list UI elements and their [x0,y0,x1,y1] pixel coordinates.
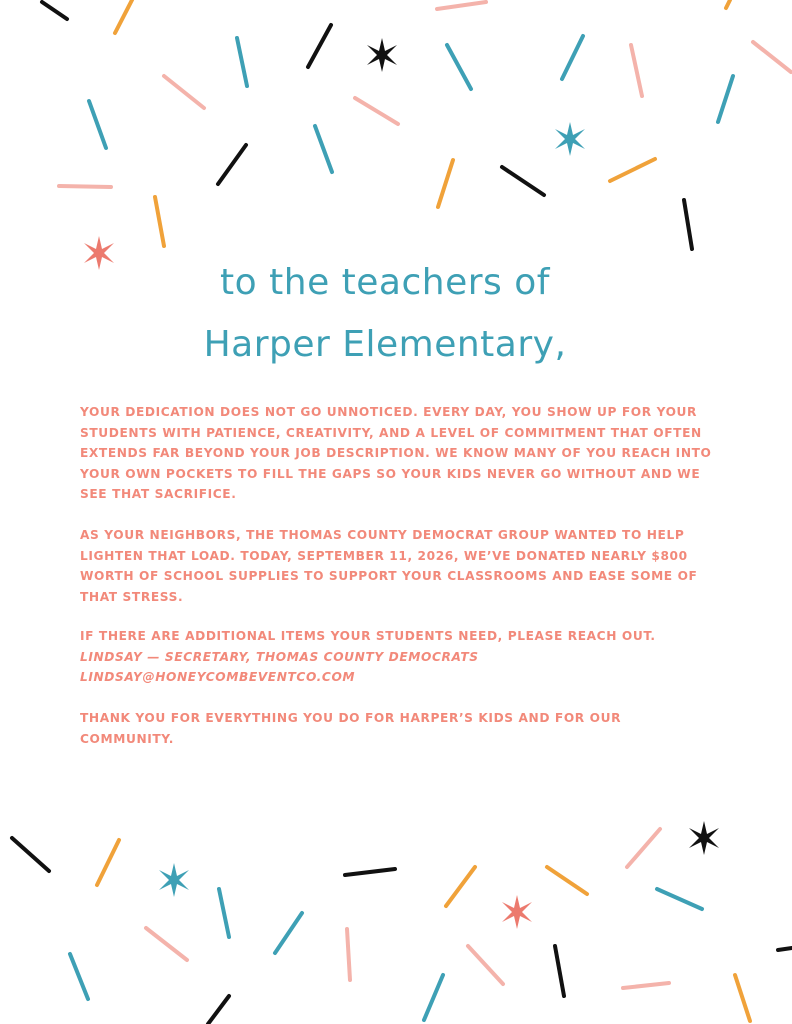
confetti-dash [684,200,692,249]
confetti-dash [562,36,583,79]
confetti-dash [555,946,564,996]
confetti-dash [97,840,119,885]
confetti-dash [502,167,544,195]
confetti-dash [735,975,750,1021]
confetti-dash [355,98,398,124]
letter-paragraph-1: YOUR DEDICATION DOES NOT GO UNNOTICED. EVERY DAY, YOU SHOW UP FOR YOUR STUDENTS WITH PATIENCE, CREATIVITY, AND A LEVEL OF COMMITMENT THAT OFTEN EXTENDS FAR BEYOND YOUR JOB DESCRIPTION. WE KNOW MANY OF YOU REACH INTO YOUR OWN POCKETS TO FILL THE GAPS SO YOUR KIDS NEVER GO WITHOUT AND WE SEE THAT SACRIFICE. [80,405,712,501]
confetti-dash [12,838,49,871]
confetti-dash [437,2,486,9]
letter-paragraph-3: IF THERE ARE ADDITIONAL ITEMS YOUR STUDENTS NEED, PLEASE REACH OUT. [80,629,656,643]
confetti-dash [468,946,503,984]
confetti-dash [547,867,587,894]
confetti-dash [146,928,187,960]
confetti-dash [70,954,88,999]
confetti-dash [438,160,453,207]
contact-name: LINDSAY — SECRETARY, THOMAS COUNTY DEMOCRATS [80,649,479,664]
confetti-dash [208,996,229,1024]
confetti-dash [59,186,111,187]
confetti-dash [446,867,475,906]
contact-block [80,626,712,688]
confetti-bottom [12,829,792,1024]
confetti-dash [726,0,730,8]
confetti-dash [237,38,247,86]
confetti-dash [155,197,164,246]
sparkle-icon [367,38,397,72]
letter-paragraph-4: THANK YOU FOR EVERYTHING YOU DO FOR HARPER’S KIDS AND FOR OUR COMMUNITY. [80,711,622,746]
letter-paragraph-2: AS YOUR NEIGHBORS, THE THOMAS COUNTY DEMOCRAT GROUP WANTED TO HELP LIGHTEN THAT LOAD. TODAY, SEPTEMBER 11, 2026, WE’VE DONATED NEARLY $800 WORTH OF SCHOOL SUPPLIES TO SUPPORT YOUR CLASSROOMS AND EASE SOME OF THAT STRESS. [80,528,698,604]
confetti-dash [218,145,246,184]
confetti-dash [275,913,302,953]
confetti-dash [219,889,229,937]
confetti-dash [657,889,702,909]
confetti-dash [89,101,106,148]
confetti-dash [42,2,67,19]
letter-title-line-1: to the teachers of [220,262,550,303]
confetti-dash [308,25,331,67]
confetti-dash [610,159,655,181]
confetti-dash [627,829,660,867]
sparkle-icon [555,122,585,156]
confetti-top [42,0,791,249]
confetti-dash [623,983,669,988]
letter-title-line-2: Harper Elementary, [203,324,567,365]
confetti-dash [424,975,443,1020]
sparkle-icon [159,863,189,897]
confetti-dash [718,76,733,122]
sparkle-icon [502,895,532,929]
sparkle-icon [689,821,719,855]
confetti-dash [778,948,792,950]
confetti-dash [164,76,204,108]
confetti-dash [315,126,332,172]
confetti-dash [347,929,350,980]
confetti-dash [631,45,642,96]
confetti-dash [753,42,791,72]
confetti-dash [115,0,132,33]
confetti-dash [447,45,471,89]
confetti-dash [345,869,395,875]
contact-email-link[interactable]: LINDSAY@HONEYCOMBEVENTCO.COM [80,670,356,684]
